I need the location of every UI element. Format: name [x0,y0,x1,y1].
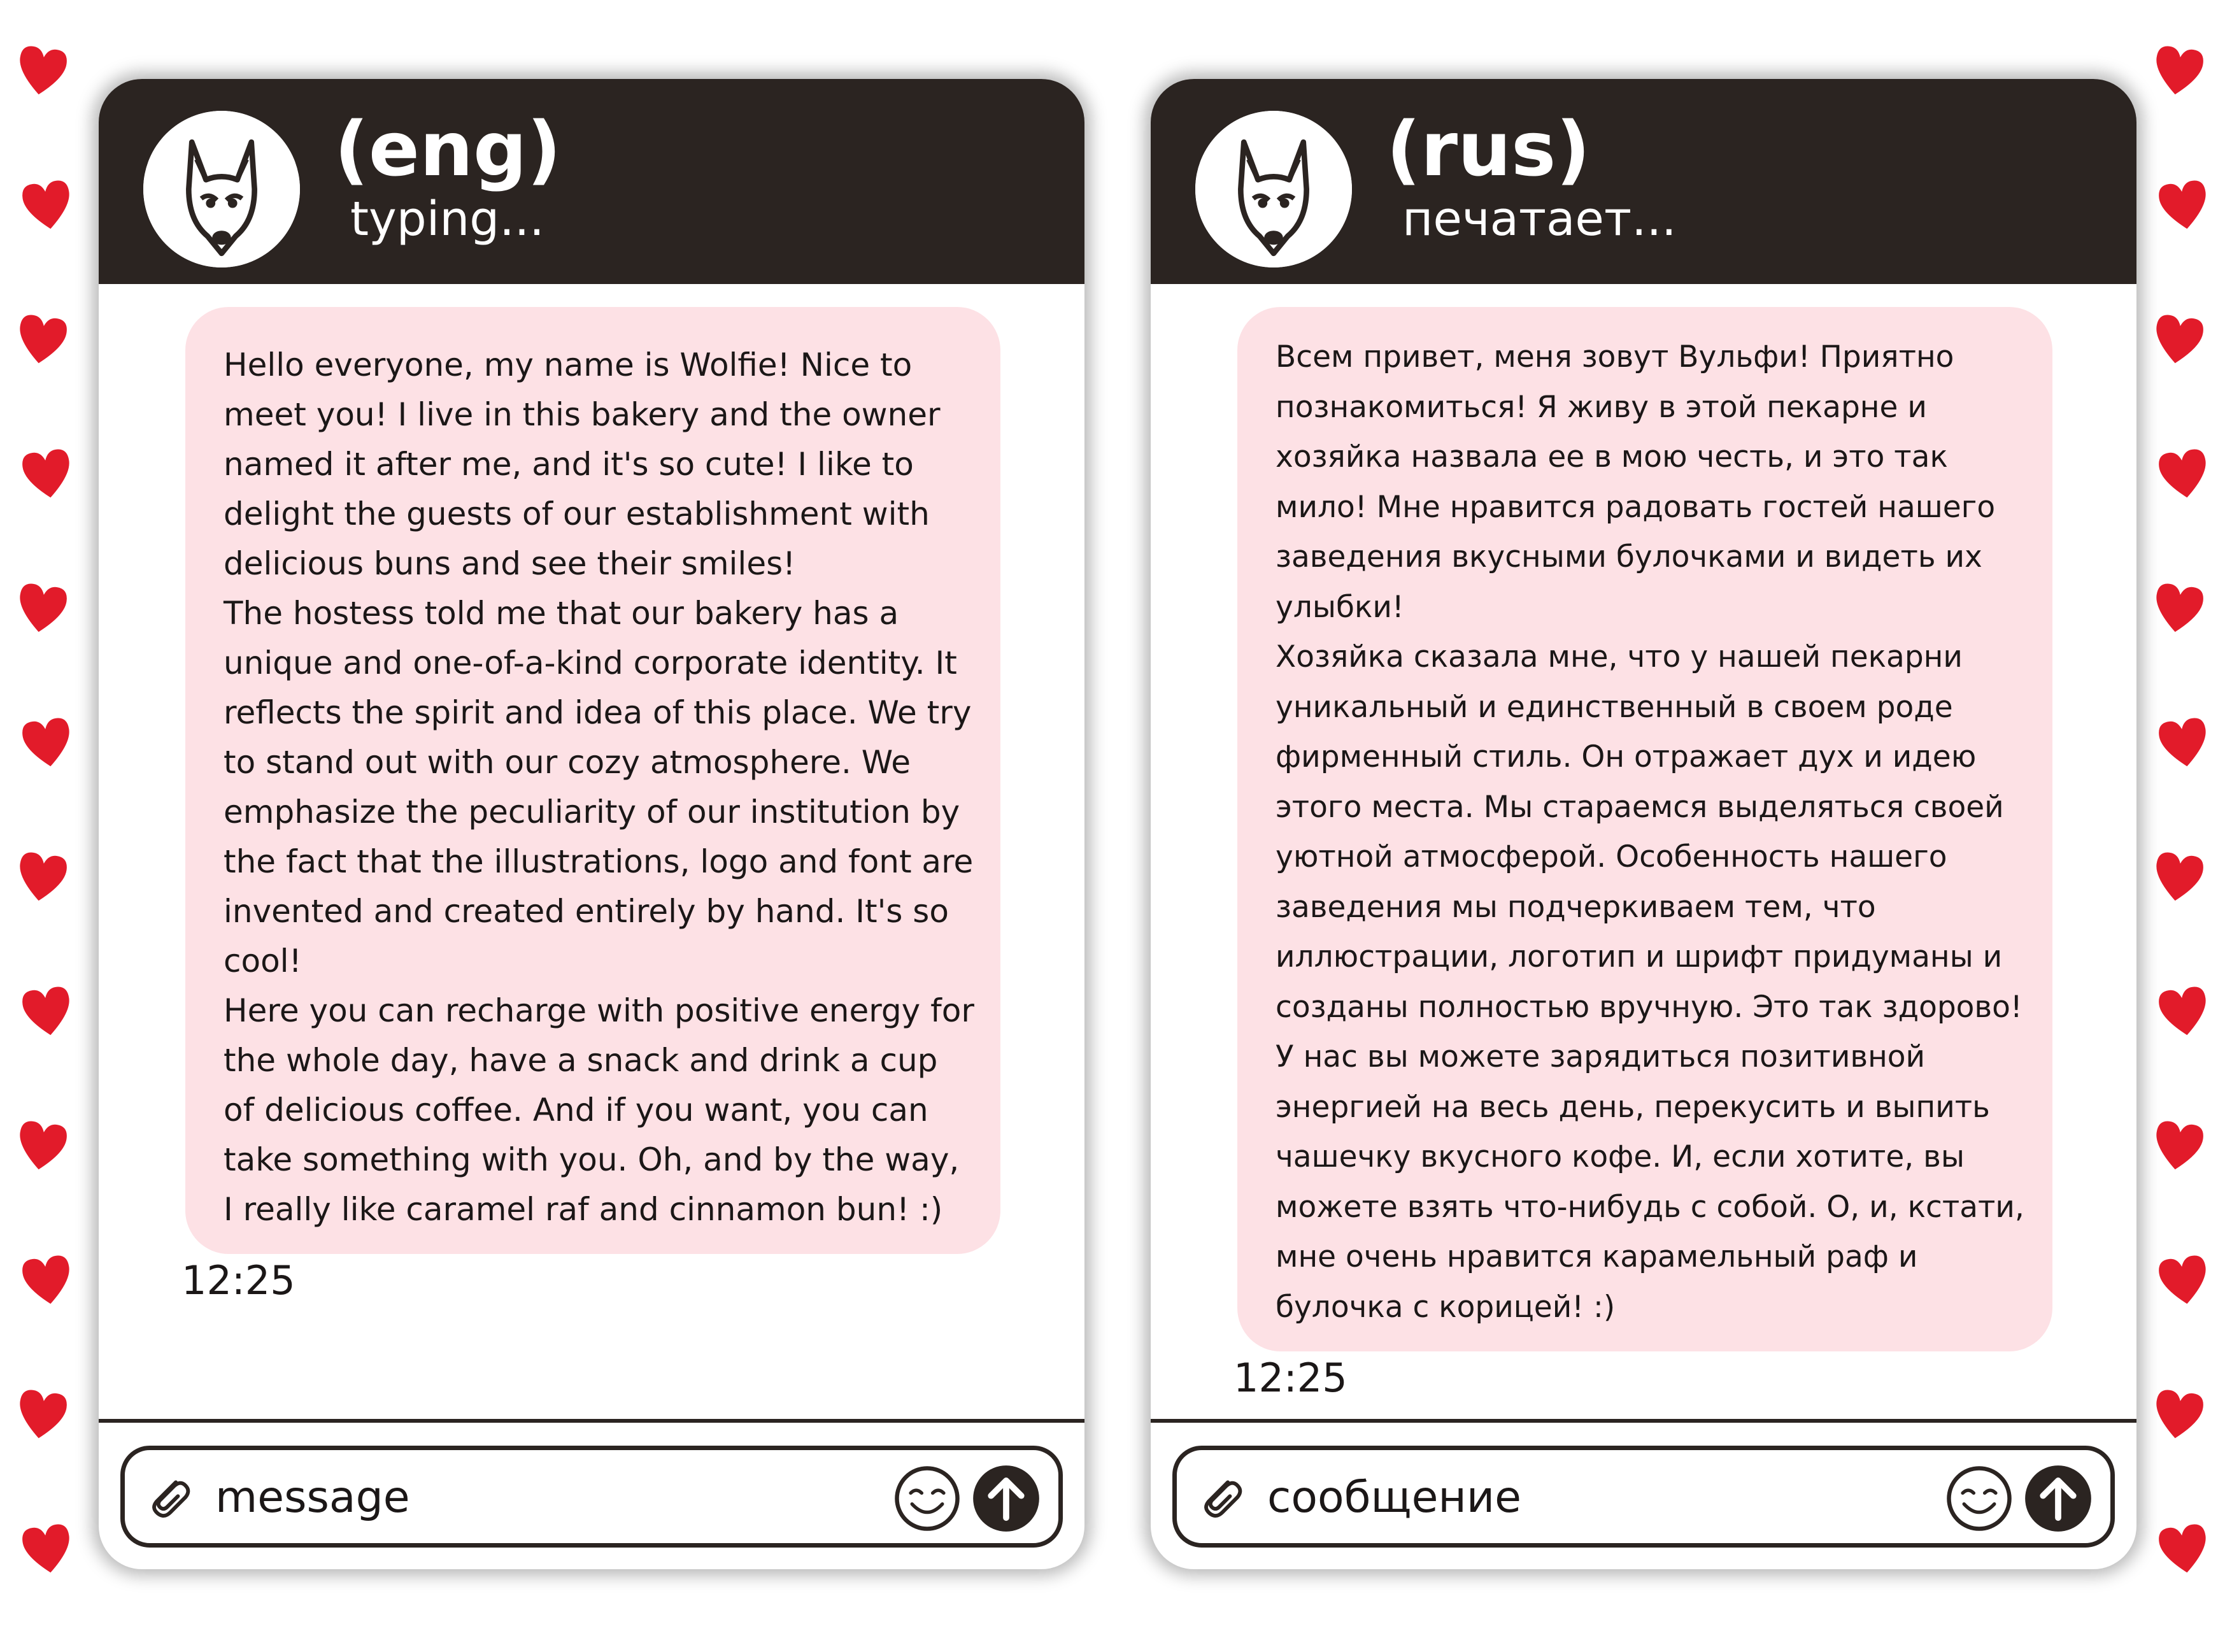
wolf-avatar-icon[interactable] [1195,111,1352,267]
heart-icon [2150,438,2217,509]
heart-icon [2145,841,2212,912]
send-arrow-icon[interactable] [972,1464,1041,1533]
chat-window-english [99,79,1084,1569]
heart-icon [8,1109,75,1181]
message-timestamp: 12:25 [181,1257,295,1304]
heart-icon [13,169,80,240]
message-input-bar [120,1446,1063,1548]
heart-icon [8,1378,75,1449]
left-heart-border [13,38,83,1618]
chat-header [1151,79,2136,284]
smile-icon[interactable] [893,1464,962,1533]
smile-icon[interactable] [1945,1464,2014,1533]
heart-icon [13,706,80,778]
heart-icon [2145,572,2212,643]
message-bubble: Hello everyone, my name is Wolfie! Nice to meet you! I live in this bakery and the owner named it after me, and it's so cute! I like to delight the guests of our establishment with delicious buns and see their smiles! The hostess told me that our bakery has a unique and one-of-a-kind corporate identity. It reflects the spirit and idea of this place. We try to stand out with our cozy atmosphere. We emphasize the peculiarity of our institution by the fact that the illustrations, logo and font are invented and created entirely by hand. It's so cool! Here you can recharge with positive energy for the whole day, have a snack and drink a cup of delicious coffee. And if you want, you can take something with you. Oh, and by the way, I really like caramel raf and cinnamon bun! :) [185,307,1000,1254]
typing-status: печатает... [1402,192,1677,246]
heart-icon [2150,706,2217,778]
typing-status: typing... [350,192,544,246]
chat-window-russian [1151,79,2136,1569]
heart-icon [2150,169,2217,240]
message-input-bar [1172,1446,2115,1548]
contact-name: (eng) [334,105,562,193]
chat-header [99,79,1084,284]
heart-icon [2145,303,2212,374]
heart-icon [8,572,75,643]
heart-icon [13,1244,80,1315]
heart-icon [2150,1244,2217,1315]
send-arrow-icon[interactable] [2024,1464,2093,1533]
message-timestamp: 12:25 [1233,1355,1347,1401]
right-heart-border [2149,38,2219,1618]
heart-icon [8,303,75,374]
message-input[interactable] [1267,1464,1904,1530]
message-bubble: Всем привет, меня зовут Вульфи! Приятно познакомиться! Я живу в этой пекарне и хозяйка назвала ее в мою честь, и это так мило! Мне нравится радовать гостей нашего заведения вкусными булочками и видеть их улыбки! Хозяйка сказала мне, что у нашей пекарни уникальный и единственный в своем роде фирменный стиль. Он отражает дух и идею этого места. Мы стараемся выделяться своей уютной атмосферой. Особенность нашего заведения мы подчеркиваем тем, что иллюстрации, логотип и шрифт придуманы и созданы полностью вручную. Это так здорово! У нас вы можете зарядиться позитивной энергией на весь день, перекусить и выпить чашечку вкусного кофе. И, если хотите, вы можете взять что-нибудь с собой. О, и, кстати, мне очень нравится карамельный раф и булочка с корицей! :) [1237,307,2052,1351]
heart-icon [2145,1378,2212,1449]
heart-icon [2150,975,2217,1046]
heart-icon [8,34,75,106]
input-divider [1151,1419,2136,1423]
wolf-avatar-icon[interactable] [143,111,300,267]
heart-icon [2145,1109,2212,1181]
paperclip-icon[interactable] [143,1470,196,1524]
heart-icon [2145,34,2212,106]
heart-icon [13,1513,80,1584]
heart-icon [2150,1513,2217,1584]
contact-name: (rus) [1386,105,1591,193]
input-divider [99,1419,1084,1423]
heart-icon [13,438,80,509]
heart-icon [8,841,75,912]
paperclip-icon[interactable] [1195,1470,1248,1524]
message-input[interactable] [215,1464,852,1530]
heart-icon [13,975,80,1046]
